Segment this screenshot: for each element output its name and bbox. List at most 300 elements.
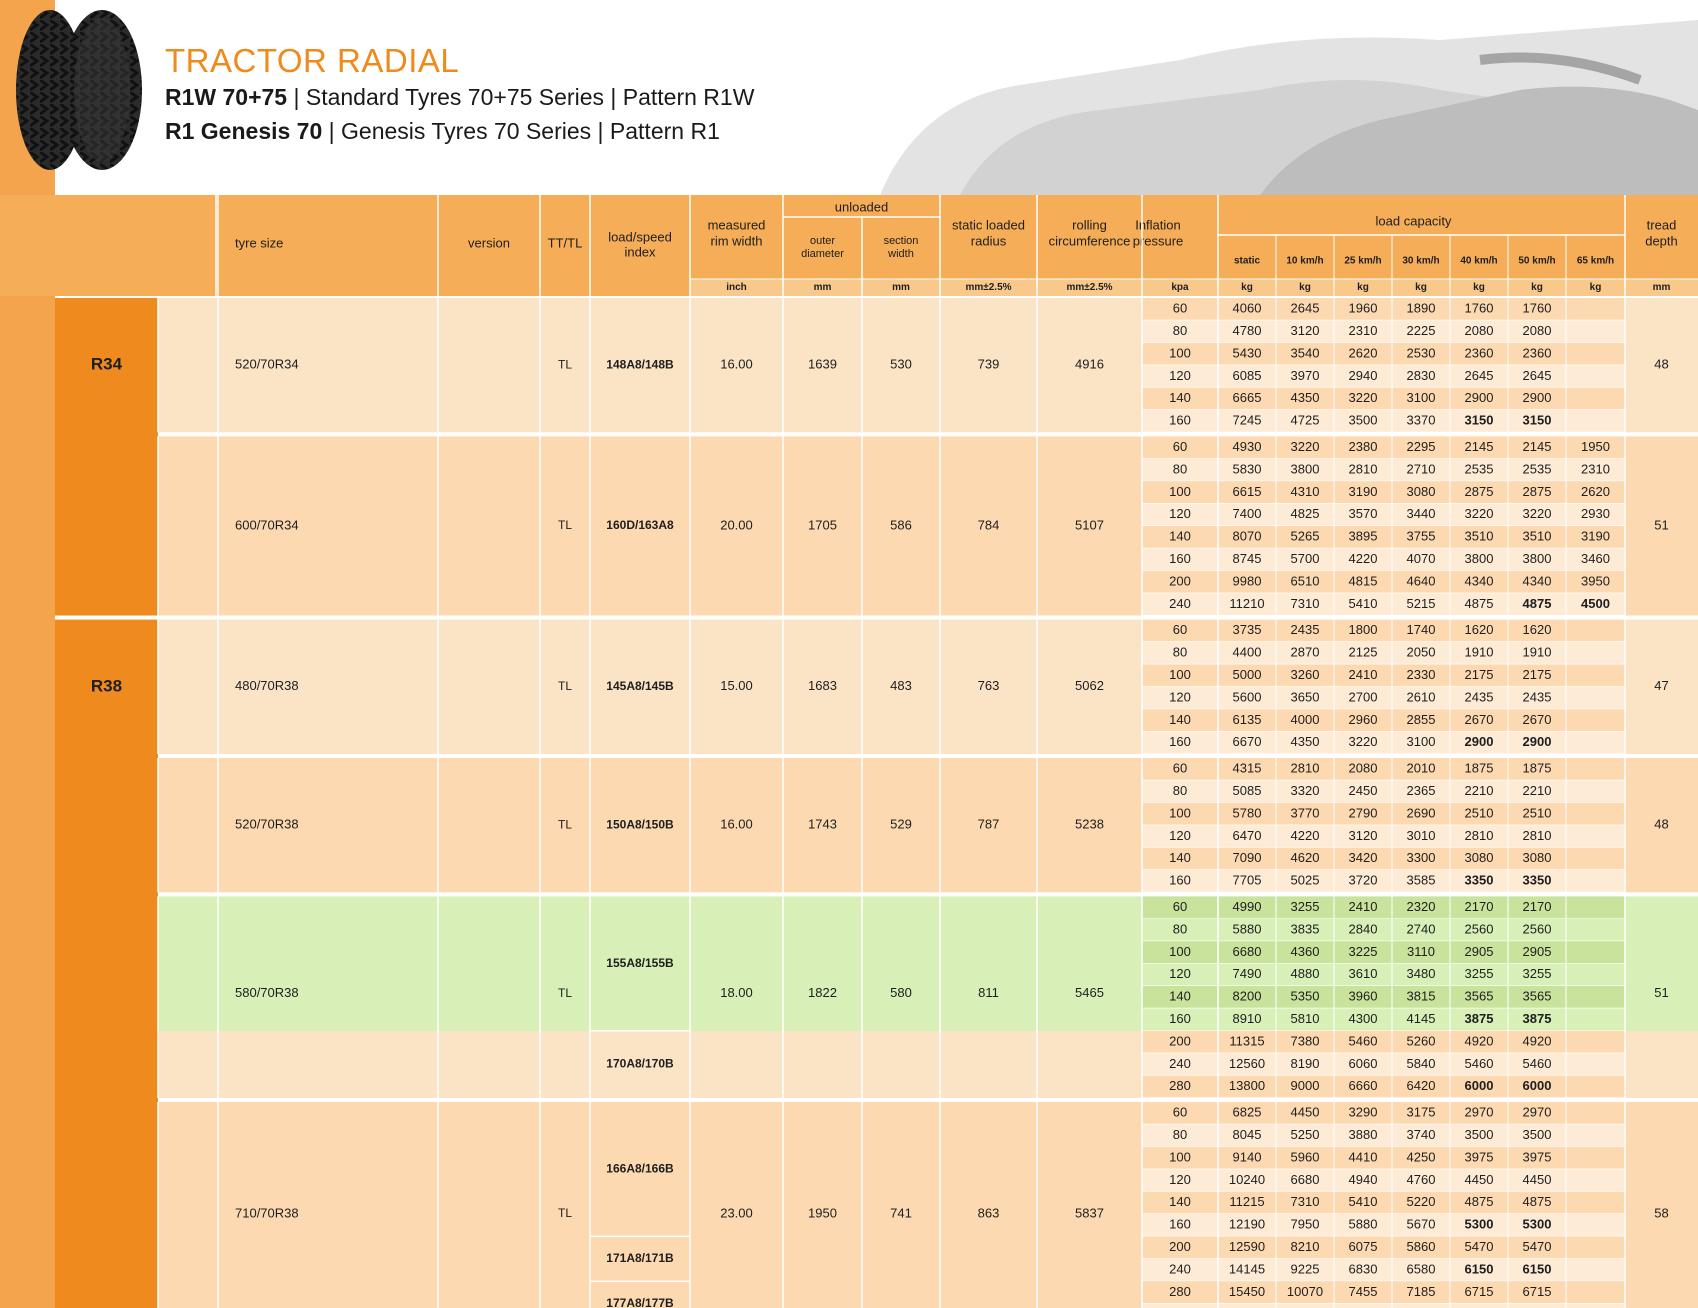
load-kg: 2645 (1464, 367, 1494, 383)
load-kg: 4920 (1464, 1033, 1494, 1049)
load-speed-index: 145A8/145B (606, 678, 674, 693)
load-kg: 2435 (1464, 689, 1494, 705)
load-kg: 3975 (1522, 1149, 1552, 1165)
load-kg: 3100 (1406, 734, 1436, 750)
load-kg: 2930 (1581, 506, 1610, 522)
load-kg: 2310 (1581, 461, 1610, 477)
tread-depth-value: 48 (1654, 816, 1669, 832)
load-kg: 5085 (1232, 783, 1262, 799)
col-rim-width: measured (707, 217, 766, 233)
load-kg: 14145 (1228, 1261, 1266, 1277)
load-kg: 7185 (1406, 1283, 1436, 1299)
load-kg: 4825 (1290, 506, 1320, 522)
load-kg: 2125 (1348, 644, 1378, 660)
load-kg: 8045 (1232, 1127, 1262, 1143)
load-kg: 2435 (1290, 622, 1320, 638)
pressure-kpa: 80 (1172, 783, 1188, 799)
load-kg: 3565 (1464, 988, 1494, 1004)
col-rolling-circ: rolling (1072, 217, 1107, 233)
pressure-row-bg (1142, 343, 1625, 365)
load-kg: 1890 (1406, 300, 1436, 316)
load-kg: 3220 (1348, 734, 1378, 750)
load-kg: 3120 (1290, 323, 1320, 339)
pressure-row-bg (1142, 803, 1625, 825)
pressure-row-bg (1142, 870, 1625, 892)
load-kg: 2175 (1522, 667, 1552, 683)
load-kg: 2530 (1406, 345, 1436, 361)
rim-width-value: 18.00 (720, 985, 753, 1001)
load-kg: 5700 (1290, 551, 1320, 567)
load-kg: 4920 (1522, 1033, 1552, 1049)
section-width-value: 529 (890, 816, 912, 832)
tyre-size: 600/70R34 (235, 517, 299, 533)
section-width-value: 586 (890, 517, 912, 533)
col-rim-width: rim width (710, 233, 763, 249)
load-kg: 2900 (1464, 734, 1494, 750)
load-kg: 5880 (1348, 1216, 1378, 1232)
load-kg: 2010 (1406, 760, 1436, 776)
pressure-kpa: 80 (1172, 921, 1188, 937)
tyre-spec-table (0, 195, 1698, 1308)
static-radius-value: 739 (977, 356, 1000, 372)
load-kg: 5410 (1348, 595, 1378, 611)
tread-depth-value: 58 (1654, 1205, 1669, 1221)
load-kg: 5410 (1348, 1194, 1378, 1210)
load-kg: 3420 (1348, 850, 1378, 866)
load-kg: 5810 (1290, 1011, 1320, 1027)
outer-diameter-value: 1683 (808, 678, 837, 694)
pressure-row-bg (1142, 436, 1625, 458)
load-kg: 1740 (1406, 622, 1436, 638)
tyre-separator (158, 1098, 1698, 1102)
pressure-kpa: 160 (1169, 1011, 1191, 1027)
load-kg: 2560 (1522, 921, 1552, 937)
load-kg: 7380 (1290, 1033, 1320, 1049)
load-kg: 2810 (1522, 827, 1552, 843)
col-speed-2: 25 km/h (1344, 255, 1382, 267)
outer-diameter-value: 1822 (808, 985, 837, 1001)
load-kg: 2610 (1406, 689, 1436, 705)
pressure-kpa: 160 (1169, 1216, 1191, 1232)
load-kg: 2080 (1348, 760, 1378, 776)
load-kg: 5470 (1464, 1239, 1494, 1255)
load-kg: 4220 (1290, 827, 1320, 843)
load-kg: 3220 (1348, 390, 1378, 406)
load-kg: 3650 (1290, 689, 1320, 705)
rolling-circ-value: 5062 (1075, 678, 1104, 694)
load-kg: 2225 (1406, 323, 1436, 339)
load-kg: 6715 (1522, 1283, 1552, 1299)
load-kg: 6085 (1232, 367, 1262, 383)
load-kg: 4250 (1406, 1149, 1436, 1165)
header-corner (0, 195, 216, 296)
load-kg: 4145 (1406, 1011, 1436, 1027)
pressure-row-bg (1142, 941, 1625, 963)
static-radius-value: 763 (977, 678, 1000, 694)
load-kg: 3510 (1522, 528, 1552, 544)
pressure-kpa: 200 (1169, 1239, 1191, 1255)
pressure-kpa: 280 (1169, 1283, 1191, 1299)
pressure-row-bg (1142, 964, 1625, 986)
load-kg: 2450 (1348, 783, 1378, 799)
pressure-row-bg (1142, 526, 1625, 548)
section-width-value: 580 (890, 985, 912, 1001)
load-kg: 4450 (1522, 1171, 1552, 1187)
col-tread-depth: depth (1645, 233, 1678, 249)
load-kg: 12560 (1228, 1055, 1266, 1071)
tt-tl-value: TL (557, 518, 573, 533)
outer-diameter-value: 1743 (808, 816, 837, 832)
load-kg: 5470 (1522, 1239, 1552, 1255)
load-kg: 3220 (1464, 506, 1494, 522)
load-kg: 1910 (1464, 644, 1494, 660)
pressure-row-bg (1142, 298, 1625, 320)
load-kg: 3290 (1348, 1104, 1378, 1120)
pressure-kpa: 160 (1169, 872, 1191, 888)
load-kg: 1910 (1522, 644, 1552, 660)
load-kg: 5300 (1464, 1216, 1494, 1232)
load-speed-index: 148A8/148B (606, 357, 674, 372)
pressure-kpa: 120 (1169, 966, 1191, 982)
pressure-row-bg (1142, 481, 1625, 503)
load-kg: 4340 (1464, 573, 1494, 589)
load-kg: 3010 (1406, 827, 1436, 843)
pressure-row-bg (1142, 1124, 1625, 1146)
pressure-row-bg (1142, 642, 1625, 664)
load-kg: 6615 (1232, 483, 1262, 499)
pressure-row-bg (1142, 825, 1625, 847)
load-kg: 6665 (1232, 390, 1262, 406)
tyre-size: 520/70R38 (235, 816, 299, 832)
pressure-kpa: 140 (1169, 850, 1191, 866)
load-kg: 3350 (1464, 872, 1494, 888)
col-inflation: pressure (1132, 233, 1184, 249)
unit-label: mm (813, 282, 832, 294)
col-speed-6: 65 km/h (1576, 255, 1615, 267)
load-speed-index: 150A8/150B (606, 817, 674, 832)
load-kg: 4340 (1522, 573, 1552, 589)
load-kg: 3585 (1406, 872, 1436, 888)
pressure-kpa: 160 (1169, 412, 1191, 428)
load-kg: 3220 (1522, 506, 1552, 522)
load-kg: 2810 (1348, 461, 1378, 477)
pressure-kpa: 120 (1169, 1171, 1191, 1187)
col-speed-5: 50 km/h (1518, 255, 1556, 267)
pressure-kpa: 140 (1169, 988, 1191, 1004)
col-load-speed: load/speed (608, 229, 672, 245)
load-kg: 2210 (1522, 783, 1552, 799)
load-kg: 2810 (1290, 760, 1320, 776)
load-kg: 2410 (1348, 667, 1378, 683)
load-kg: 6580 (1406, 1261, 1436, 1277)
load-kg: 6510 (1290, 573, 1320, 589)
unit-label: kg (1299, 282, 1311, 294)
load-kg: 3500 (1348, 412, 1378, 428)
load-kg: 3220 (1290, 439, 1320, 455)
pressure-row-bg (1142, 410, 1625, 432)
load-kg: 7455 (1348, 1283, 1378, 1299)
load-kg: 2900 (1464, 390, 1494, 406)
load-kg: 4300 (1348, 1011, 1378, 1027)
load-kg: 7950 (1290, 1216, 1320, 1232)
load-kg: 8210 (1290, 1239, 1320, 1255)
tt-tl-value: TL (557, 985, 573, 1000)
load-kg: 4815 (1348, 573, 1378, 589)
load-kg: 3735 (1232, 622, 1262, 638)
load-kg: 1875 (1464, 760, 1494, 776)
pressure-row-bg (1142, 620, 1625, 642)
rolling-circ-value: 5107 (1075, 517, 1104, 533)
load-kg: 2330 (1406, 667, 1436, 683)
load-kg: 3080 (1522, 850, 1552, 866)
load-kg: 4450 (1290, 1104, 1320, 1120)
pressure-kpa: 60 (1172, 439, 1188, 455)
load-kg: 1760 (1464, 300, 1494, 316)
load-kg: 2080 (1464, 323, 1494, 339)
load-kg: 4640 (1406, 573, 1436, 589)
section-width-value: 483 (890, 678, 912, 694)
rim-width-value: 16.00 (720, 816, 753, 832)
load-kg: 2790 (1348, 805, 1378, 821)
load-kg: 6150 (1522, 1261, 1552, 1277)
unit-label: mm (1652, 282, 1671, 294)
pressure-row-bg (1142, 1031, 1625, 1053)
load-kg: 4875 (1522, 1194, 1552, 1210)
load-kg: 3370 (1406, 412, 1436, 428)
load-kg: 2145 (1464, 439, 1494, 455)
pressure-kpa: 280 (1169, 1078, 1191, 1094)
load-kg: 6150 (1464, 1261, 1494, 1277)
col-tyre-size: tyre size (235, 235, 284, 251)
pressure-row-bg (1142, 1259, 1625, 1281)
load-kg: 2960 (1348, 711, 1378, 727)
load-kg: 3320 (1290, 783, 1320, 799)
load-kg: 3255 (1290, 899, 1320, 915)
pressure-row-bg (1142, 919, 1625, 941)
unit-label: kg (1415, 282, 1427, 294)
pressure-row-bg (1142, 1281, 1625, 1303)
load-kg: 3500 (1464, 1127, 1494, 1143)
load-kg: 2620 (1581, 483, 1610, 499)
load-kg: 4990 (1232, 899, 1262, 915)
pressure-kpa: 120 (1169, 367, 1191, 383)
pressure-row-bg (1142, 459, 1625, 481)
load-kg: 3480 (1406, 966, 1436, 982)
load-kg: 2510 (1522, 805, 1552, 821)
load-kg: 5300 (1522, 1216, 1552, 1232)
load-kg: 8070 (1232, 528, 1262, 544)
load-kg: 9225 (1290, 1261, 1320, 1277)
tt-tl-value: TL (557, 678, 573, 693)
pressure-row-bg (1142, 365, 1625, 387)
load-kg: 3300 (1406, 850, 1436, 866)
tractor-tyre-image (10, 8, 145, 173)
pressure-row-bg (1142, 664, 1625, 686)
load-kg: 6670 (1232, 734, 1262, 750)
load-kg: 8910 (1232, 1011, 1262, 1027)
load-kg: 9980 (1232, 573, 1262, 589)
pressure-row-bg (1142, 1236, 1625, 1258)
load-kg: 2970 (1522, 1104, 1552, 1120)
load-kg: 2365 (1406, 783, 1436, 799)
load-kg: 6060 (1348, 1055, 1378, 1071)
load-kg: 2510 (1464, 805, 1494, 821)
unit-label: inch (726, 282, 747, 294)
load-kg: 3875 (1464, 1011, 1494, 1027)
pressure-kpa: 140 (1169, 390, 1191, 406)
static-radius-value: 811 (978, 985, 999, 1001)
col-speed-3: 30 km/h (1402, 255, 1440, 267)
load-kg: 3800 (1464, 551, 1494, 567)
load-kg: 13800 (1228, 1078, 1266, 1094)
pressure-kpa: 100 (1169, 667, 1191, 683)
load-kg: 3175 (1406, 1104, 1436, 1120)
load-kg: 5265 (1290, 528, 1320, 544)
load-speed-index: 166A8/166B (606, 1161, 674, 1176)
pressure-row-bg (1142, 1008, 1625, 1030)
rim-code-R38: R38 (90, 676, 123, 696)
load-kg: 3950 (1581, 573, 1610, 589)
load-kg: 3510 (1464, 528, 1494, 544)
load-kg: 2905 (1522, 943, 1552, 959)
load-kg: 3100 (1406, 390, 1436, 406)
load-kg: 3800 (1522, 551, 1552, 567)
load-kg: 5025 (1290, 872, 1320, 888)
tt-tl-value: TL (557, 357, 573, 372)
load-kg: 4060 (1232, 300, 1262, 316)
outer-diameter-value: 1639 (808, 356, 837, 372)
load-kg: 6715 (1464, 1283, 1494, 1299)
load-kg: 4875 (1522, 595, 1552, 611)
load-kg: 2830 (1406, 367, 1436, 383)
unit-label: kpa (1171, 282, 1189, 294)
load-kg: 2710 (1406, 461, 1436, 477)
load-kg: 5430 (1232, 345, 1262, 361)
rolling-circ-value: 5837 (1075, 1205, 1104, 1221)
col-tt-tl: TT/TL (547, 235, 583, 251)
load-kg: 2905 (1464, 943, 1494, 959)
pressure-kpa: 60 (1172, 899, 1188, 915)
rim-width-value: 20.00 (720, 517, 753, 533)
pressure-kpa: 80 (1172, 461, 1188, 477)
subtitle-r1-genesis: R1 Genesis 70 | Genesis Tyres 70 Series | Pattern R1 (165, 118, 720, 144)
load-kg: 3815 (1406, 988, 1436, 1004)
static-radius-value: 787 (977, 816, 1000, 832)
load-kg: 4000 (1290, 711, 1320, 727)
col-outer-diameter: diameter (801, 247, 844, 260)
col-load-speed: index (624, 244, 656, 260)
load-kg: 6830 (1348, 1261, 1378, 1277)
tyre-separator (158, 432, 1698, 436)
tread-depth-value: 48 (1654, 356, 1669, 372)
load-kg: 3875 (1522, 1011, 1552, 1027)
load-kg: 6075 (1348, 1239, 1378, 1255)
load-kg: 2145 (1522, 439, 1552, 455)
load-kg: 3960 (1348, 988, 1378, 1004)
tread-depth-value: 51 (1654, 985, 1669, 1001)
load-kg: 8190 (1290, 1055, 1320, 1071)
group-separator (55, 616, 1698, 620)
pressure-row-bg (1142, 571, 1625, 593)
load-kg: 2560 (1464, 921, 1494, 937)
load-kg: 5670 (1406, 1216, 1436, 1232)
load-kg: 8745 (1232, 551, 1262, 567)
rim-width-value: 15.00 (720, 678, 753, 694)
pressure-row-bg (1142, 504, 1625, 526)
load-kg: 4350 (1290, 734, 1320, 750)
load-kg: 1950 (1581, 439, 1610, 455)
load-kg: 11315 (1229, 1033, 1265, 1049)
load-kg: 3255 (1464, 966, 1494, 982)
pressure-kpa: 120 (1169, 827, 1191, 843)
col-section-width: section (883, 234, 919, 247)
tread-depth-value: 47 (1654, 678, 1669, 694)
pressure-kpa: 140 (1169, 528, 1191, 544)
load-kg: 4500 (1581, 595, 1610, 611)
load-kg: 15450 (1228, 1283, 1266, 1299)
load-kg: 2875 (1464, 483, 1494, 499)
load-kg: 2870 (1290, 644, 1320, 660)
load-kg: 5780 (1232, 805, 1262, 821)
pressure-row-bg (1142, 388, 1625, 410)
load-kg: 4940 (1348, 1171, 1378, 1187)
pressure-kpa: 60 (1172, 1104, 1188, 1120)
rim-code-cell (55, 620, 158, 1308)
pressure-kpa: 100 (1169, 943, 1191, 959)
load-kg: 4070 (1406, 551, 1436, 567)
load-kg: 3460 (1581, 551, 1610, 567)
load-kg: 2690 (1406, 805, 1436, 821)
load-kg: 5460 (1464, 1055, 1494, 1071)
load-kg: 12190 (1228, 1216, 1266, 1232)
load-kg: 3800 (1290, 461, 1320, 477)
col-section-width: width (888, 247, 914, 260)
load-kg: 5840 (1406, 1055, 1436, 1071)
load-kg: 11215 (1229, 1194, 1265, 1210)
pressure-kpa: 120 (1169, 689, 1191, 705)
outer-diameter-value: 1705 (808, 517, 837, 533)
load-kg: 4760 (1406, 1171, 1436, 1187)
static-radius-value: 863 (977, 1205, 1000, 1221)
pressure-row-bg (1142, 848, 1625, 870)
tyre-separator (158, 754, 1698, 758)
col-tread-depth: tread (1646, 217, 1677, 233)
pressure-kpa: 120 (1169, 506, 1191, 522)
tyre-separator (158, 892, 1698, 896)
col-load-capacity: load capacity (1375, 213, 1452, 229)
load-kg: 6470 (1232, 827, 1262, 843)
pressure-kpa: 200 (1169, 1033, 1191, 1049)
load-kg: 6660 (1348, 1078, 1378, 1094)
load-kg: 4360 (1290, 943, 1320, 959)
load-kg: 5260 (1406, 1033, 1436, 1049)
pressure-row-bg (1142, 780, 1625, 802)
load-kg: 2320 (1406, 899, 1436, 915)
load-kg: 2295 (1406, 439, 1436, 455)
load-kg: 2900 (1522, 390, 1552, 406)
col-outer-diameter: outer (809, 234, 836, 247)
pressure-kpa: 100 (1169, 1149, 1191, 1165)
load-kg: 4410 (1348, 1149, 1378, 1165)
load-kg: 2970 (1464, 1104, 1494, 1120)
load-kg: 4220 (1348, 551, 1378, 567)
load-kg: 2080 (1522, 323, 1552, 339)
load-kg: 1800 (1348, 622, 1378, 638)
load-kg: 3570 (1348, 506, 1378, 522)
load-kg: 8200 (1232, 988, 1262, 1004)
rim-width-value: 23.00 (720, 1205, 753, 1221)
load-kg: 3720 (1348, 872, 1378, 888)
